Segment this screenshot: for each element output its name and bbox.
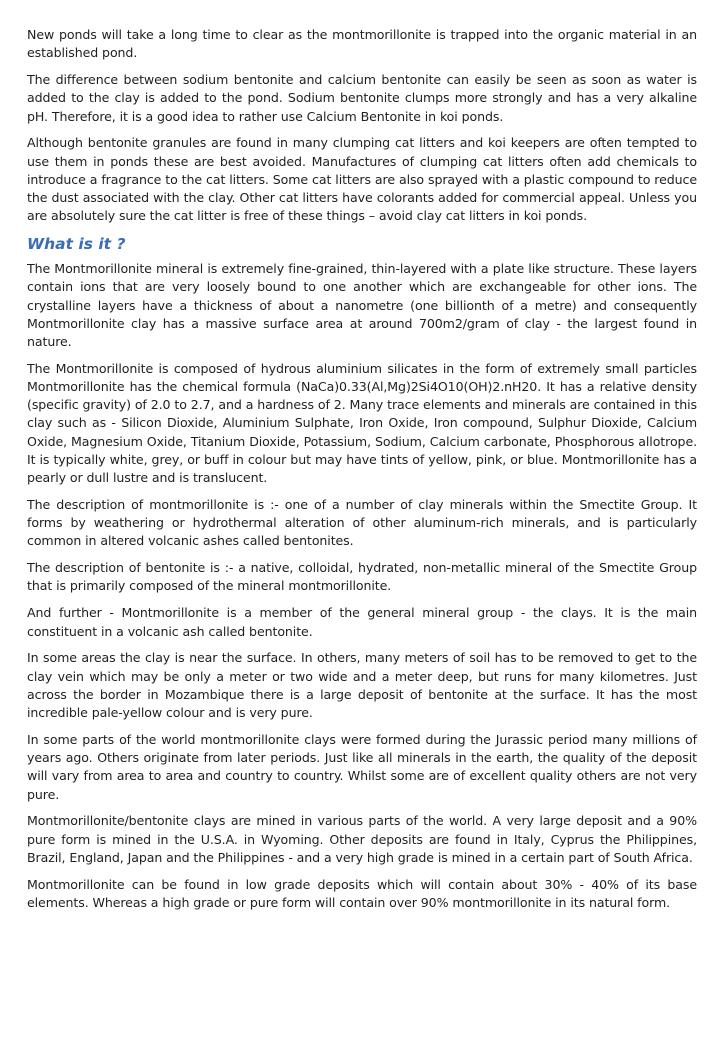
- paragraph-composition: The Montmorillonite is composed of hydrous aluminium silicates in the form of extremely small particles Montmorillonite has the chemical formula (NaCa)0.33(Al,Mg)2Si4O10(OH)2.nH20. It has a relative density (specific gravity) of 2.0 to 2.7, and a hardness of 2. Many trace elements and minerals are contained in this clay such as - Silicon Dioxide, Aluminium Sulphate, Iron Oxide, Iron compound, Sulphur Dioxide, Calcium Oxide, Magnesium Oxide, Titanium Dioxide, Potassium, Sodium, Calcium carbonate, Phosphorous allotrope. It is typically white, grey, or buff in colour but may have tints of yellow, pink, or blue. Montmorillonite has a pearly or dull lustre and is translucent.: [27, 360, 697, 486]
- paragraph-mineral-structure: The Montmorillonite mineral is extremely fine-grained, thin-layered with a plate like structure. These layers contain ions that are very loosely bound to one another which are exchangeable for other ions. The crystalline layers have a thickness of about a nanometre (one billionth of a metre) and consequently Montmorillonite clay has a massive surface area at around 700m2/gram of clay - the largest found in nature.: [27, 261, 697, 349]
- paragraph-sodium-vs-calcium: The difference between sodium bentonite and calcium bentonite can easily be seen as soon as water is added to the clay is added to the pond. Sodium bentonite clumps more strongly and has a very alkaline pH. Therefore, it is a good idea to rather use Calcium Bentonite in koi ponds.: [27, 72, 697, 124]
- paragraph-montmorillonite-description: The description of montmorillonite is :- one of a number of clay minerals within the Smectite Group. It forms by weathering or hydrothermal alteration of other aluminum-rich minerals, and is particularly common in altered volcanic ashes called bentonites.: [27, 496, 697, 549]
- section-heading-what-is-it: What is it ?: [27, 235, 126, 254]
- paragraph-clay-veins: In some areas the clay is near the surface. In others, many meters of soil has to be removed to get to the clay vein which may be only a meter or two wide and a meter deep, but runs for many kilometres. Just across the border in Mozambique there is a large deposit of bentonite at the surface. It has the most incredible pale-yellow colour and is very pure.: [27, 650, 697, 720]
- paragraph-mining-locations: Montmorillonite/bentonite clays are mined in various parts of the world. A very large deposit and a 90% pure form is mined in the U.S.A. in Wyoming. Other deposits are found in Italy, Cyprus the Philippines, Brazil, England, Japan and the Philippines - and a very high grade is mined in a certain part of South Africa.: [27, 813, 697, 865]
- paragraph-clay-group: And further - Montmorillonite is a member of the general mineral group - the clays. It is the main constituent in a volcanic ash called bentonite.: [27, 605, 697, 639]
- paragraph-new-ponds: New ponds will take a long time to clear as the montmorillonite is trapped into the organic material in an established pond.: [27, 27, 697, 61]
- document-page: [27, 26, 697, 921]
- paragraph-jurassic: In some parts of the world montmorillonite clays were formed during the Jurassic period many millions of years ago. Others originate from later periods. Just like all minerals in the earth, the quality of the deposit will vary from area to area and country to country. Whilst some are of excellent quality others are not very pure.: [27, 731, 697, 802]
- paragraph-bentonite-description: The description of bentonite is :- a native, colloidal, hydrated, non-metallic mineral of the Smectite Group that is primarily composed of the mineral montmorillonite.: [27, 560, 697, 594]
- paragraph-grades: Montmorillonite can be found in low grade deposits which will contain about 30% - 40% of its base elements. Whereas a high grade or pure form will contain over 90% montmorillonite in its natural form.: [27, 876, 697, 910]
- paragraph-cat-litter: Although bentonite granules are found in many clumping cat litters and koi keepers are often tempted to use them in ponds these are best avoided. Manufactures of clumping cat litters often add chemicals to introduce a fragrance to the cat litters. Some cat litters are also sprayed with a plastic compound to reduce the dust associated with the clay. Other cat litters have colorants added for commercial appeal. Unless you are absolutely sure the cat litter is free of these things – avoid clay cat litters in koi ponds.: [27, 135, 697, 224]
